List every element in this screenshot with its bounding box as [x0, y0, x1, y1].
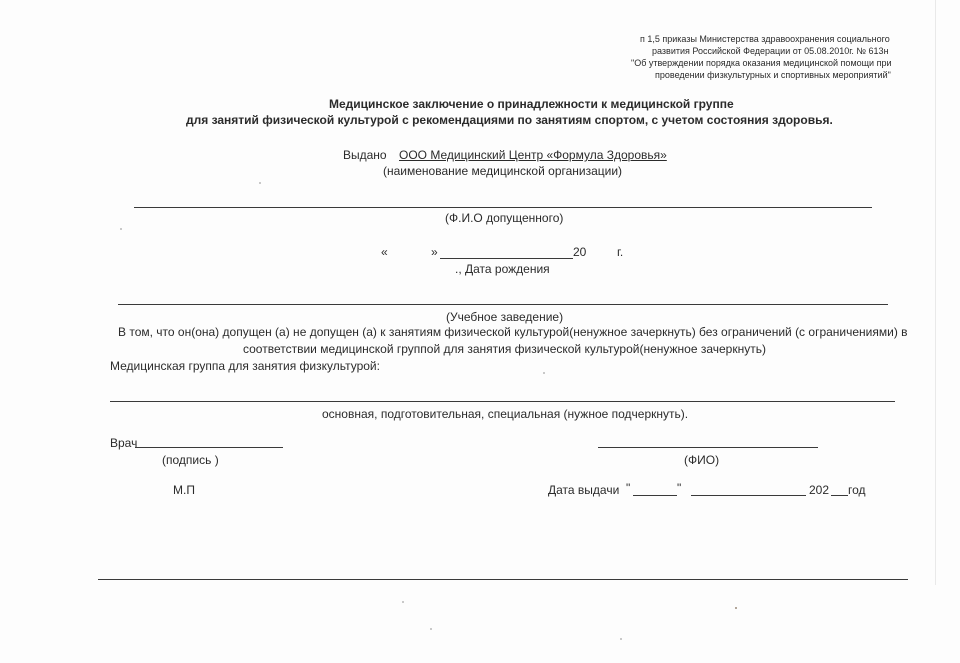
issue-date-quote-close: " [677, 481, 682, 495]
document-title-line-2: для занятий физической культурой с рекомендациями по занятиям спортом, с учетом состояния здоровья. [186, 113, 833, 127]
issue-year-suffix: год [848, 483, 866, 497]
admission-text-line-1: В том, что он(она) допущен (а) не допущен (а) к занятиям физической культурой(ненужное зачеркнуть) без ограничений (с ограничениями) в [118, 325, 908, 339]
birth-year-suffix: г. [617, 245, 624, 259]
medical-group-label: Медицинская группа для занятия физкультурой: [110, 359, 380, 373]
issued-label: Выдано [343, 148, 387, 162]
birth-quote-close: » [431, 245, 438, 259]
birth-month-line [440, 258, 573, 259]
issue-year-prefix: 202 [809, 483, 830, 497]
issue-day-line [633, 495, 677, 496]
doctor-fio-line [598, 447, 818, 448]
birth-year-prefix: 20 [573, 245, 587, 259]
scan-speck [543, 372, 545, 374]
scan-speck [430, 628, 432, 630]
school-line [118, 304, 888, 305]
scan-speck [402, 601, 404, 603]
stamp-placeholder: М.П [173, 483, 195, 497]
school-caption: (Учебное заведение) [446, 310, 564, 324]
scan-speck [120, 228, 122, 230]
doctor-fio-caption: (ФИО) [684, 453, 720, 467]
scan-speck [259, 182, 261, 184]
header-note-line-2: развития Российской Федерации от 05.08.2010г. № 613н [652, 46, 889, 56]
issue-date-label: Дата выдачи [548, 483, 620, 497]
issue-year-line [831, 495, 848, 496]
doctor-signature-line [135, 447, 283, 448]
header-note-line-3: "Об утверждении порядка оказания медицинской помощи при [631, 58, 892, 68]
signature-caption: (подпись ) [162, 453, 219, 467]
issue-month-line [691, 495, 806, 496]
doctor-label: Врач [110, 436, 138, 450]
admission-text-line-2: соответствии медицинской группой для занятия физической культурой(ненужное зачеркнуть) [243, 342, 766, 356]
medical-group-line [110, 401, 895, 402]
organization-caption: (наименование медицинской организации) [383, 164, 623, 178]
bottom-rule [98, 579, 908, 580]
issue-date-quote-open: " [626, 481, 631, 495]
document-title-line-1: Медицинское заключение о принадлежности к медицинской группе [329, 97, 734, 111]
fio-line [134, 207, 872, 208]
group-options: основная, подготовительная, специальная (нужное подчеркнуть). [322, 407, 689, 421]
scan-speck [620, 638, 622, 640]
header-note-line-4: проведении физкультурных и спортивных мероприятий" [655, 70, 891, 80]
scan-edge [935, 0, 936, 585]
organization-name: ООО Медицинский Центр «Формула Здоровья» [399, 148, 667, 162]
fio-caption: (Ф.И.О допущенного) [445, 211, 564, 225]
scan-speck [735, 607, 737, 609]
birth-date-caption: ., Дата рождения [455, 262, 550, 276]
header-note-line-1: п 1,5 приказы Министерства здравоохранения социального [640, 34, 890, 44]
birth-quote-open: « [381, 245, 388, 259]
